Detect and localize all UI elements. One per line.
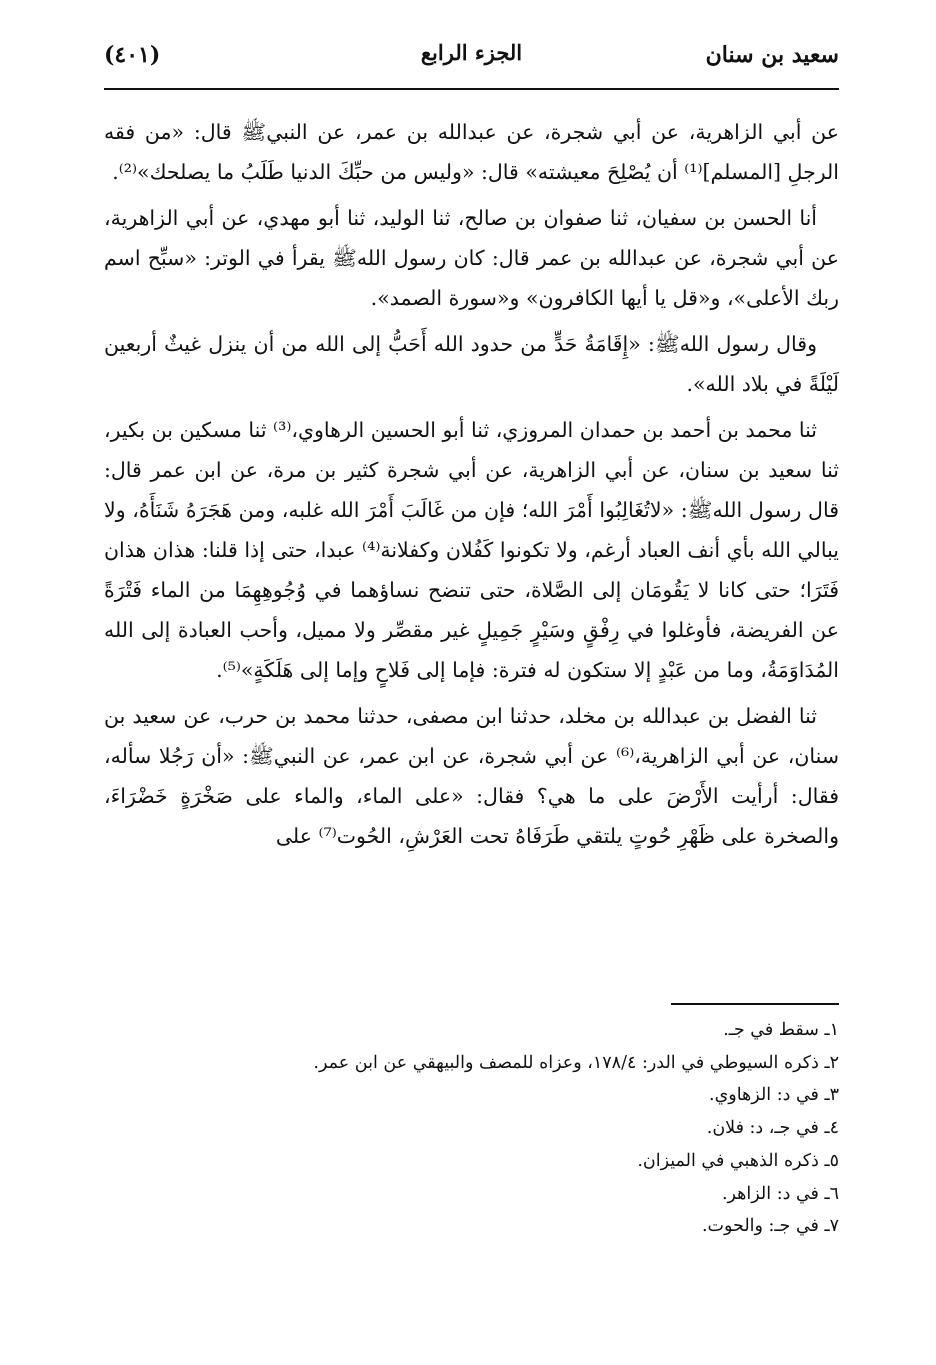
- running-head-author: سعيد بن سنان: [705, 42, 839, 68]
- footnote: ٥ـ ذكره الذهبي في الميزان.: [637, 1150, 839, 1171]
- footnote: ٦ـ في د: الزاهر.: [721, 1183, 839, 1204]
- paragraph: عن أبي الزاهرية، عن أبي شجرة، عن عبدالله بن عمر، عن النبيﷺ قال: «من فقه الرجلِ [المسلم]⁽¹⁾ أن يُصْلِحَ معيشته» قال: «وليس من حبِّكَ الدنيا طَلَبُ ما يصلحك»⁽²⁾.: [104, 120, 839, 184]
- main-text: [104, 112, 839, 862]
- footnote: ٧ـ في جـ: والحوت.: [701, 1216, 839, 1237]
- footnote: ١ـ سقط في جـ.: [723, 1020, 839, 1040]
- paragraph: ثنا محمد بن أحمد بن حمدان المروزي، ثنا أبو الحسين الرهاوي،⁽³⁾ ثنا مسكين بن بكير، ثنا سعيد بن سنان، عن أبي الزاهرية، عن أبي شجرة كثير بن مرة، عن ابن عمر قال: قال رسول اللهﷺ: «لاتُغَالِبُوا أَمْرَ الله؛ فإن من غَالَبَ أَمْرَ الله غلبه، ومن هَجَرَهُ شَنَأَهُ، ولا يبالي الله بأي أنف العباد أرغم، ولا تكونوا كَفُلان وكفلانة⁽⁴⁾ عبدا، حتى إذا قلنا: هذان هذان فَتَرَا؛ حتى كانا لا يَقُومَان إلى الصَّلاة، حتى تنضح نساؤهما في وُجُوهِهِمَا من الماء فَتْرَةً عن الفريضة، فأوغلوا في رِفْقٍ وسَيْرٍ جَمِيلٍ غير مقصِّر ولا مميل، وأحب العبادة إلى الله المُدَاوَمَةُ، وما من عَبْدٍ إلا ستكون له فترة: فإما إلى فَلاحٍ وإما إلى هَلَكَةٍ»⁽⁵⁾.: [104, 418, 839, 682]
- paragraph: أنا الحسن بن سفيان، ثنا صفوان بن صالح، ثنا الوليد، ثنا أبو مهدي، عن أبي الزاهرية، عن أبي شجرة، عن عبدالله بن عمر قال: كان رسول اللهﷺ يقرأ في الوتر: «سبِّح اسم ربك الأعلى»، و«قل يا أيها الكافرون» و«سورة الصمد».: [104, 206, 839, 310]
- footnotes: [104, 1014, 839, 1243]
- paragraph: وقال رسول اللهﷺ: «إِقَامَةُ حَدٍّ من حدود الله أَحَبُّ إلى الله من أن ينزل غيثٌ أربعين لَيْلَةً في بلاد الله».: [104, 332, 839, 396]
- paragraph: ثنا الفضل بن عبدالله بن مخلد، حدثنا ابن مصفى، حدثنا محمد بن حرب، عن سعيد بن سنان، عن أبي الزاهرية،⁽⁶⁾ عن أبي شجرة، عن ابن عمر، عن النبيﷺ: «أن رَجُلا سأله، فقال: أرأيت الأَرْضَ على ما هي؟ فقال: «على الماء، والماء على صَخْرَةٍ خَضْرَاءَ، والصخرة على ظَهْرِ حُوتٍ يلتقي طَرَفَاهُ تحت العَرْشِ، الحُوت⁽⁷⁾ على: [104, 704, 839, 848]
- footnote: ٣ـ في د: الزهاوي.: [709, 1085, 839, 1106]
- running-head-part: الجزء الرابع: [420, 40, 523, 65]
- page-number: (٤٠١): [104, 42, 161, 68]
- footnote-separator: [671, 1003, 839, 1005]
- running-head: [104, 28, 839, 90]
- footnote: ٢ـ ذكره السيوطي في الدر: ١٧٨/٤، وعزاه للمصف والبيهقي عن ابن عمر.: [313, 1052, 839, 1073]
- footnote: ٤ـ في جـ، د: فلان.: [706, 1118, 839, 1139]
